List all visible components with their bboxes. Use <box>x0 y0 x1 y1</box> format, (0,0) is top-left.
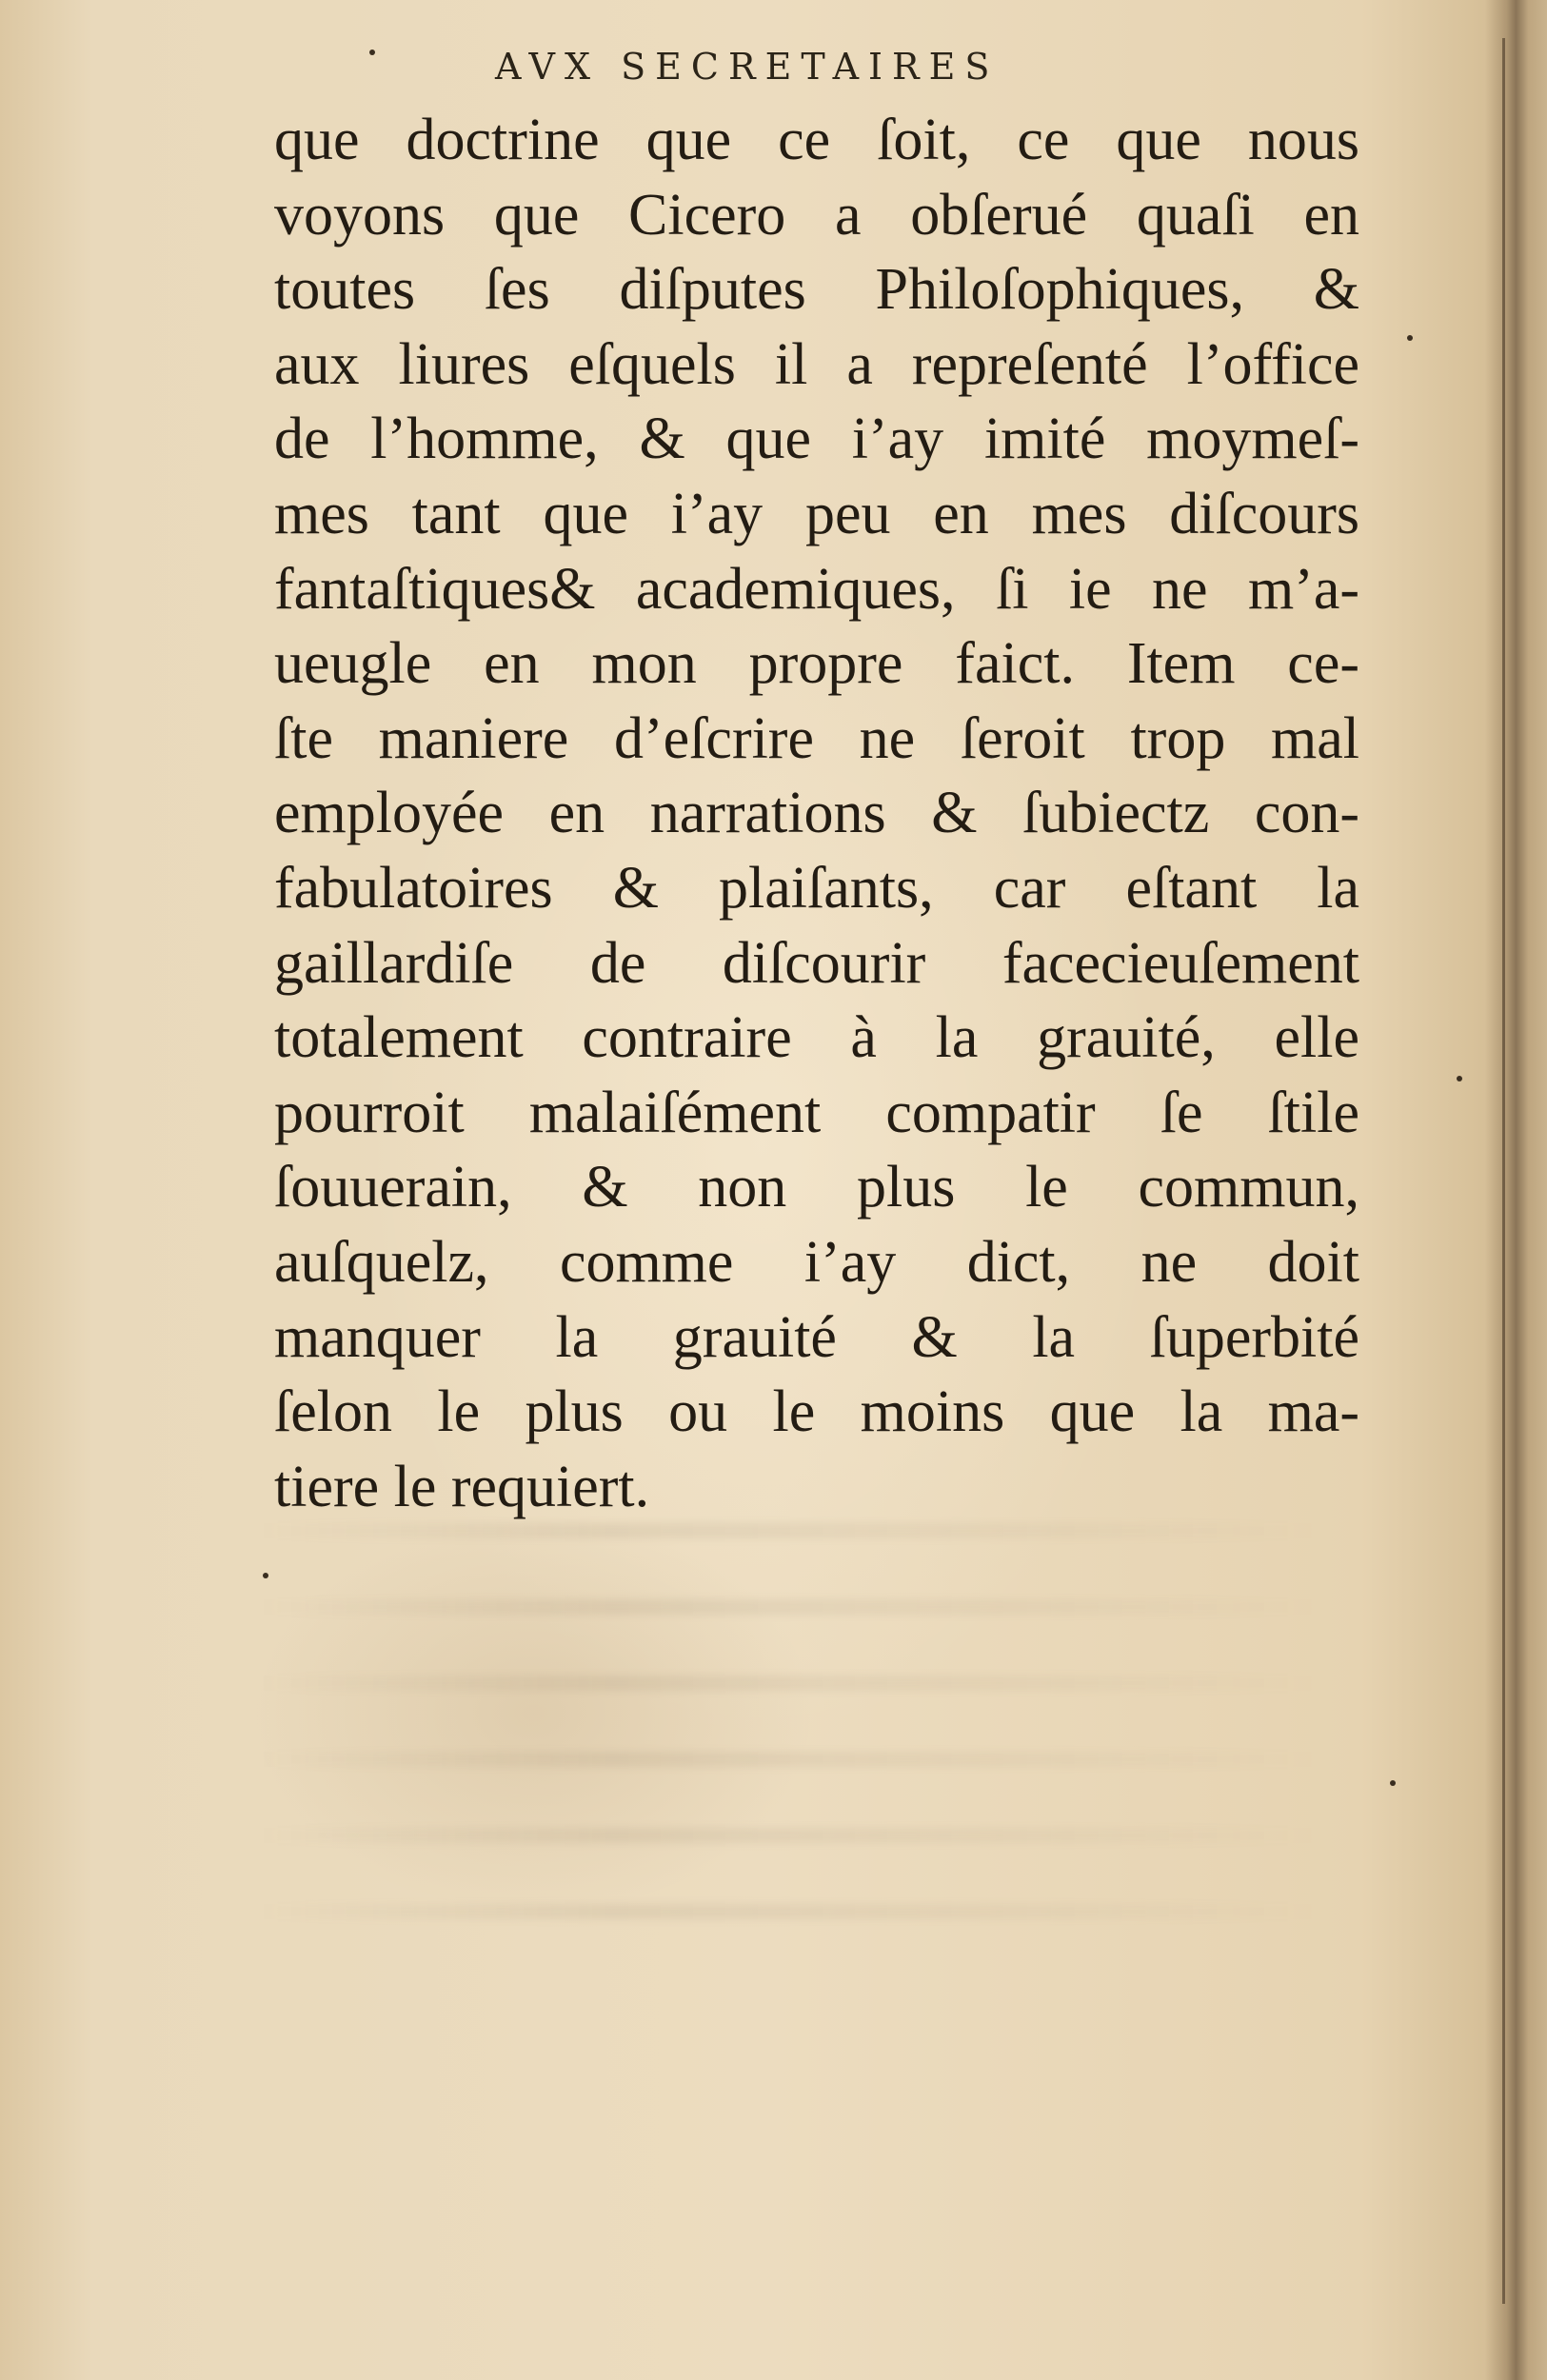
ink-speck <box>369 50 375 55</box>
text-line: fabulatoires & plaiſants, car eſtant la <box>274 855 1359 921</box>
text-line: fantaſtiques& academiques, ſi ie ne m’a- <box>274 556 1359 622</box>
binding-edge <box>1502 38 1505 2304</box>
text-line: tiere le requiert. <box>274 1454 650 1519</box>
text-line: employée en narrations & ſubiectz con- <box>274 781 1359 846</box>
text-line: de l’homme, & que i’ay imité moymeſ- <box>274 407 1359 472</box>
show-through-line <box>257 1904 1323 1919</box>
text-line: auſquelz, comme i’ay dict, ne doit <box>274 1229 1359 1295</box>
text-line: mes tant que i’ay peu en mes diſcours <box>274 481 1359 546</box>
show-through-line <box>257 1599 1323 1615</box>
ink-speck <box>1457 1076 1462 1081</box>
body-text <box>274 103 1359 1524</box>
ink-speck <box>1390 1780 1396 1786</box>
text-line: que doctrine que ce ſoit, ce que nous <box>274 108 1359 172</box>
ink-speck <box>263 1573 268 1578</box>
binding-gutter <box>1485 0 1547 2380</box>
text-line: ueugle en mon propre faict. Item ce- <box>274 631 1359 697</box>
text-line: manquer la grauité & la ſuperbité <box>274 1304 1359 1370</box>
text-line: totalement contraire à la grauité, elle <box>274 1005 1359 1071</box>
show-through-line <box>257 1523 1323 1538</box>
text-line: gaillardiſe de diſcourir facecieuſement <box>274 930 1359 996</box>
show-through-line <box>257 1676 1323 1691</box>
show-through-line <box>257 1752 1323 1767</box>
text-line: aux liures eſquels il a repreſenté l’office <box>274 331 1359 397</box>
text-line: ſouuerain, & non plus le commun, <box>274 1155 1359 1220</box>
ink-speck <box>1407 335 1413 341</box>
text-line: pourroit malaiſément compatir ſe ſtile <box>274 1080 1359 1145</box>
running-head: AVX SECRETAIRES <box>495 46 1000 88</box>
text-line: toutes ſes diſputes Philoſophiques, & <box>274 257 1359 323</box>
text-line: voyons que Cicero a obſerué quaſi en <box>274 182 1359 248</box>
text-line: ſte maniere d’eſcrire ne ſeroit trop mal <box>274 705 1359 771</box>
text-line: ſelon le plus ou le moins que la ma- <box>274 1379 1359 1445</box>
show-through-line <box>257 1828 1323 1843</box>
